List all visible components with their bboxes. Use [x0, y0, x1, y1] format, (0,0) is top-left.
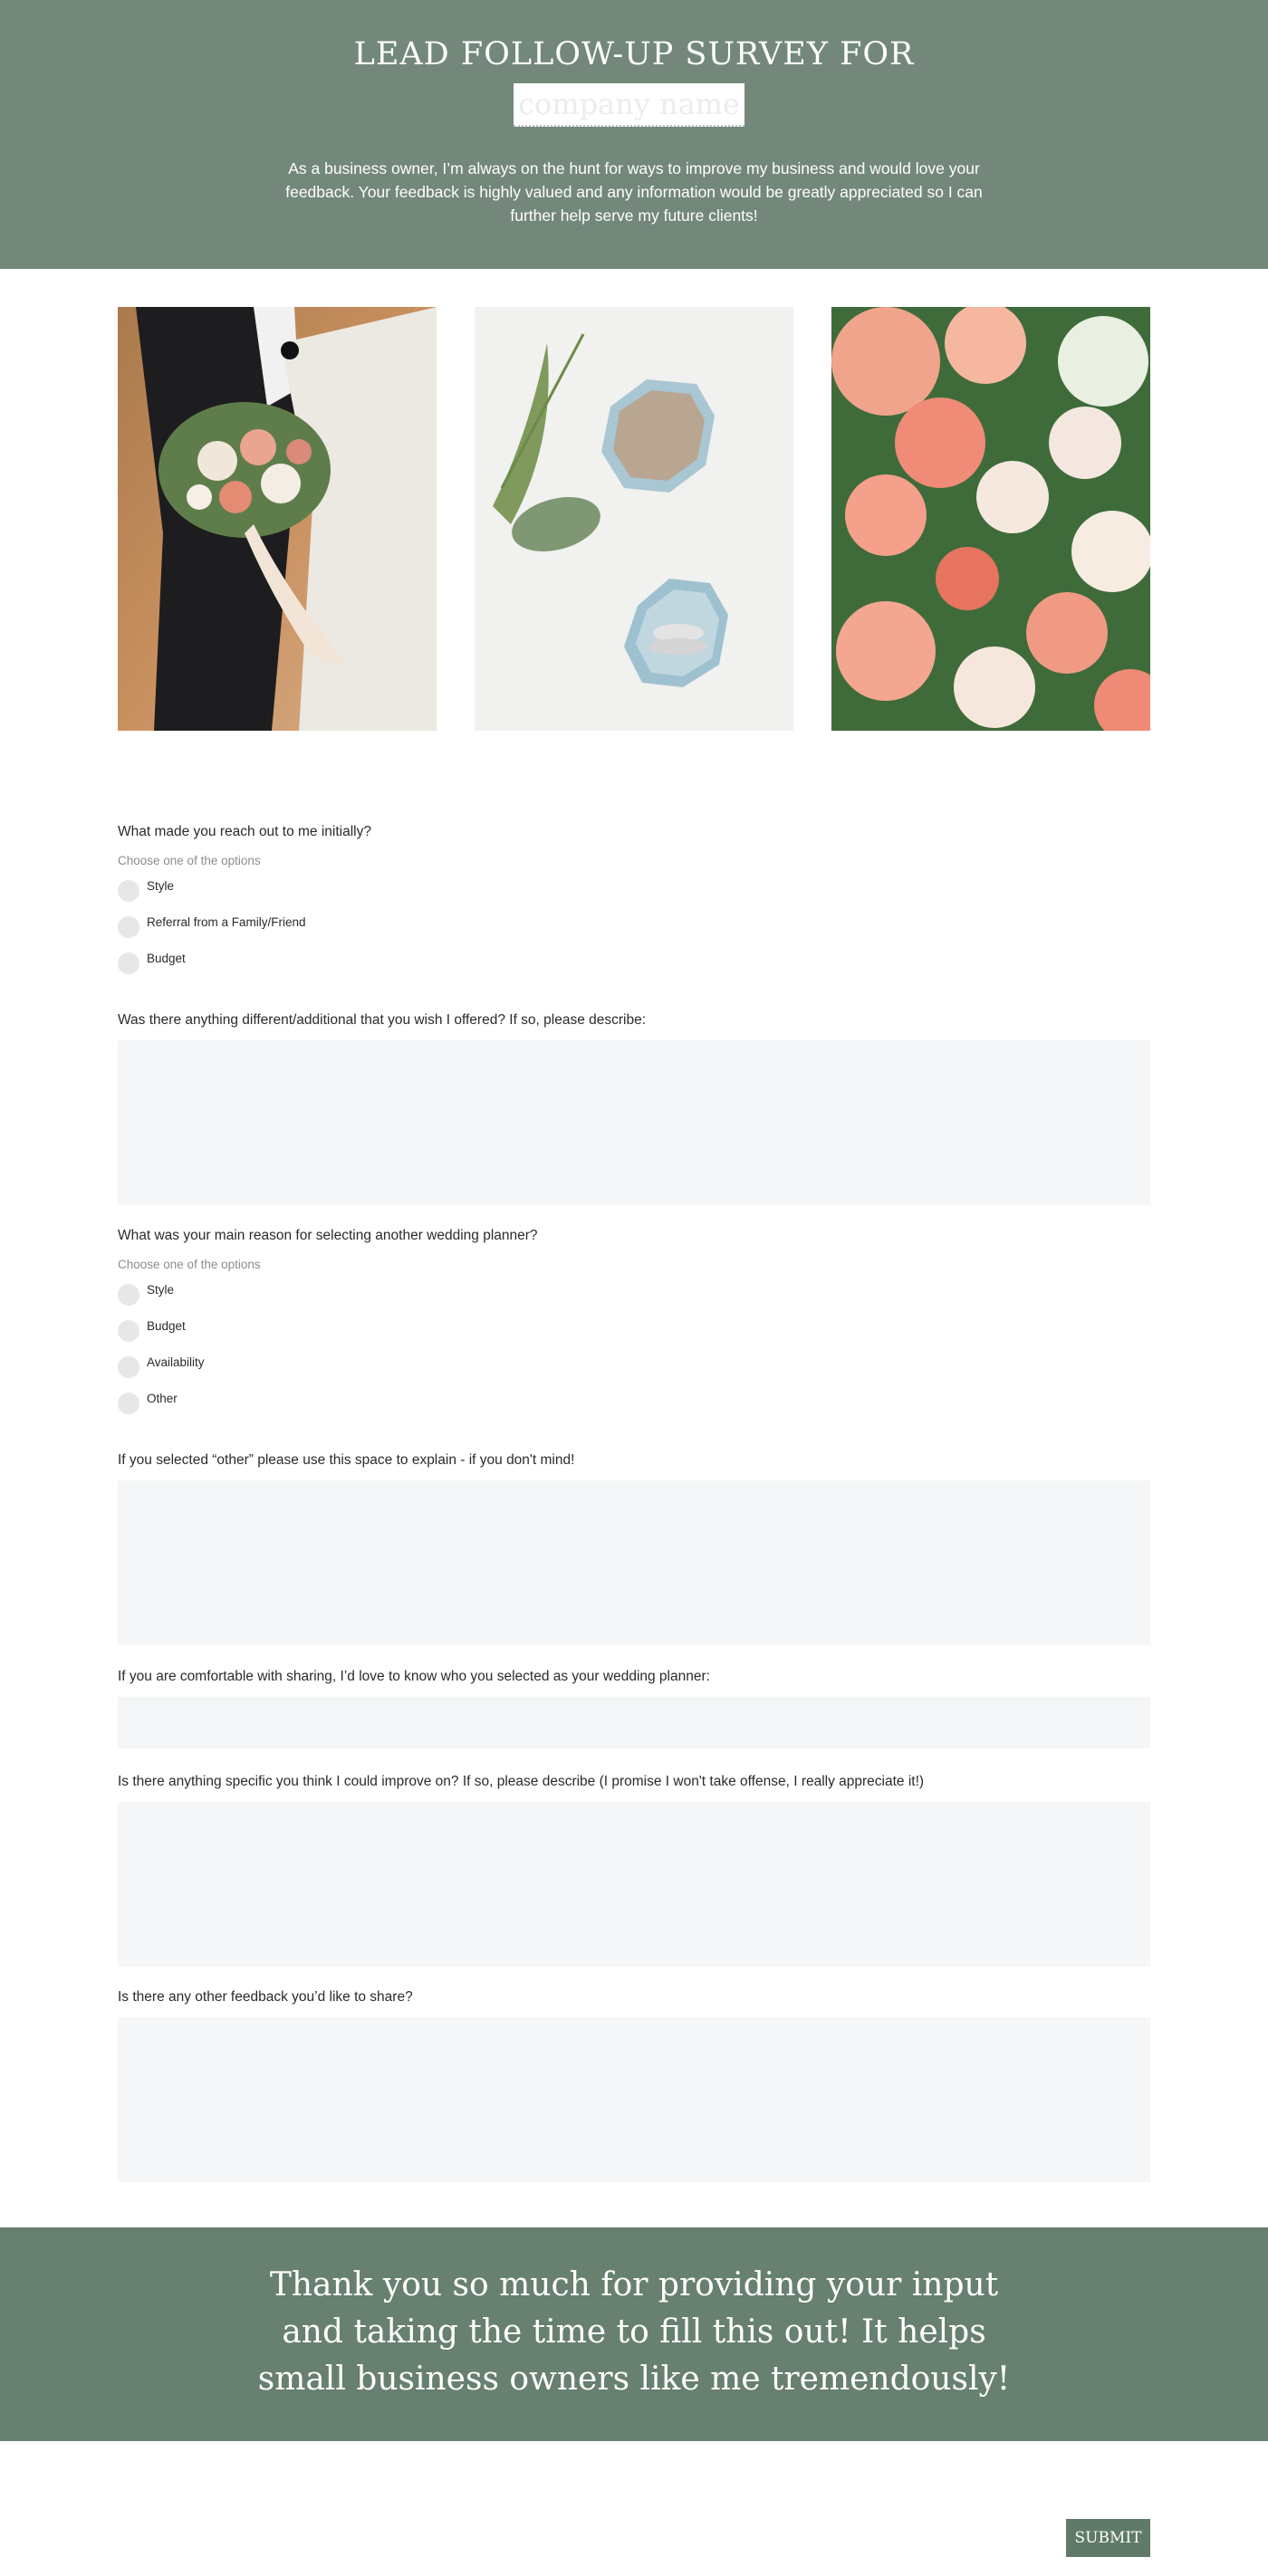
question-other-explain: If you selected “other” please use this space to explain - if you don't mind!: [118, 1452, 575, 1468]
wedding-couple-photo: [118, 307, 437, 731]
question-hint: Choose one of the options: [118, 854, 261, 867]
radio-circle-icon[interactable]: [118, 1356, 139, 1378]
thank-you-banner: [0, 2227, 1268, 2441]
radio-label: Other: [147, 1392, 178, 1405]
company-name-field[interactable]: company name: [514, 83, 744, 127]
ring-boxes-photo: [475, 307, 793, 731]
other-explain-textarea[interactable]: [118, 1480, 1150, 1645]
radio-circle-icon[interactable]: [118, 1284, 139, 1306]
question-hint: Choose one of the options: [118, 1258, 261, 1271]
question-improvements: Is there anything specific you think I could improve on? If so, please describe (I promise I won't take offense, I really appreciate it!): [118, 1774, 925, 1789]
radio-circle-icon[interactable]: [118, 916, 139, 938]
radio-label: Referral from a Family/Friend: [147, 915, 306, 929]
radio-circle-icon[interactable]: [118, 880, 139, 902]
thank-you-message: Thank you so much for providing your input and taking the time to fill this out! It helps small business owners like me tremendously!: [257, 2266, 1011, 2398]
radio-label: Budget: [147, 952, 186, 965]
survey-description: As a business owner, I’m always on the hunt for ways to improve my business and would love your feedback. Your feedback is highly valued and any information would be greatly appreciated so I can further help serve my future clients!: [285, 159, 983, 225]
submit-button[interactable]: SUBMIT: [1066, 2519, 1150, 2557]
additional-offer-textarea[interactable]: [118, 1040, 1150, 1205]
radio-label: Style: [147, 879, 175, 893]
radio-label: Budget: [147, 1319, 186, 1333]
selected-planner-input[interactable]: [118, 1697, 1150, 1748]
improvements-textarea[interactable]: [118, 1802, 1150, 1967]
radio-option-other[interactable]: [118, 1391, 178, 1412]
survey-title: LEAD FOLLOW-UP SURVEY FOR: [353, 36, 915, 72]
question-selected-planner: If you are comfortable with sharing, I’d love to know who you selected as your wedding planner:: [118, 1669, 710, 1684]
radio-label: Style: [147, 1283, 175, 1297]
radio-option-style[interactable]: [118, 878, 174, 900]
question-other-feedback: Is there any other feedback you’d like to share?: [118, 1989, 413, 2005]
radio-circle-icon[interactable]: [118, 953, 139, 974]
survey-header: [0, 0, 1268, 269]
radio-option-budget[interactable]: [118, 951, 186, 972]
radio-circle-icon[interactable]: [118, 1320, 139, 1342]
flower-bouquet-photo: [831, 307, 1150, 731]
question-other-planner-reason: What was your main reason for selecting another wedding planner?: [118, 1228, 538, 1243]
question-additional-offer: Was there anything different/additional that you wish I offered? If so, please describe:: [118, 1012, 647, 1028]
radio-option-budget[interactable]: [118, 1318, 186, 1340]
radio-label: Availability: [147, 1355, 205, 1369]
radio-circle-icon[interactable]: [118, 1393, 139, 1414]
radio-option-availability[interactable]: [118, 1355, 205, 1376]
radio-option-referral[interactable]: [118, 915, 306, 936]
radio-option-style[interactable]: [118, 1282, 174, 1304]
question-initial-reason: What made you reach out to me initially?: [118, 824, 371, 839]
other-feedback-textarea[interactable]: [118, 2017, 1150, 2182]
